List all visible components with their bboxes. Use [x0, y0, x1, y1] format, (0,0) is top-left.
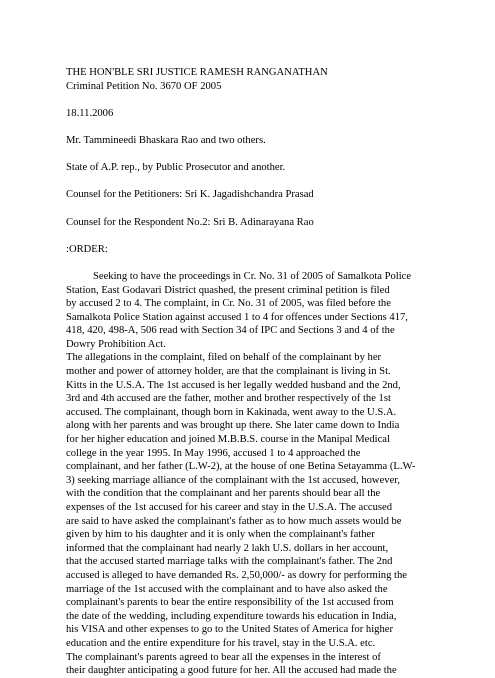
paragraph-line: mother and power of attorney holder, are that the complainant is living in St. — [66, 366, 391, 378]
paragraph-line: by accused 2 to 4. The complaint, in Cr. No. 31 of 2005, was filed before the — [66, 298, 391, 310]
paragraph-line: 3rd and 4th accused are the father, mother and brother respectively of the 1st — [66, 393, 391, 405]
spacer — [66, 175, 466, 189]
paragraph-line: Seeking to have the proceedings in Cr. No. 31 of 2005 of Samalkota Police — [93, 270, 412, 282]
spacer — [66, 256, 466, 270]
paragraph-line: Station, East Godavari District quashed, the present criminal petition is filed — [66, 284, 390, 296]
spacer — [66, 202, 466, 216]
paragraph-line: given by him to his daughter and it is only when the complainant's father — [66, 529, 375, 541]
case-number: Criminal Petition No. 3670 OF 2005 — [66, 80, 222, 92]
paragraph-line: his VISA and other expenses to go to the United States of America for higher — [66, 624, 393, 636]
paragraph-line: complainant's parents to bear the entire responsibility of the 1st accused from — [66, 597, 394, 609]
paragraph-line: The allegations in the complaint, filed on behalf of the complainant by her — [66, 352, 382, 364]
paragraph-2 — [66, 351, 466, 650]
paragraph-line: that the accused started marriage talks with the complainant's father. The 2nd — [66, 556, 393, 568]
paragraph-line: college in the year 1995. In May 1996, accused 1 to 4 approached the — [66, 447, 361, 459]
paragraph-line: their daughter anticipating a good future for her. All the accused had made the — [66, 665, 397, 677]
paragraph-line: along with her parents and was brought up there. She later came down to India — [66, 420, 400, 432]
paragraph-line: for her higher education and joined M.B.B.S. course in the Manipal Medical — [66, 434, 390, 446]
paragraph-line: are said to have asked the complainant's father as to how much assets would be — [66, 515, 402, 527]
paragraph-line: expenses of the 1st accused for his career and stay in the U.S.A. The accused — [66, 502, 393, 513]
paragraph-line: 418, 420, 498-A, 506 read with Section 34 of IPC and Sections 3 and 4 of the — [66, 325, 395, 337]
paragraph-line: accused is alleged to have demanded Rs. 2,50,000/- as dowry for performing the — [66, 569, 407, 581]
order-heading: :ORDER: — [66, 243, 108, 255]
respondent-party: State of A.P. rep., by Public Prosecutor and another. — [66, 162, 286, 174]
paragraph-line: accused. The complainant, though born in Kakinada, went away to the U.S.A. — [66, 406, 397, 418]
paragraph-line: Kitts in the U.S.A. The 1st accused is her legally wedded husband and the 2nd, — [66, 379, 401, 391]
order-date: 18.11.2006 — [66, 107, 114, 119]
paragraph-line: education and the entire expenditure for his travel, stay in the U.S.A. etc. — [66, 637, 376, 649]
spacer — [66, 120, 466, 134]
paragraph-line: with the condition that the complainant and her parents should bear all the — [66, 488, 381, 500]
petitioner-party: Mr. Tammineedi Bhaskara Rao and two others. — [66, 134, 266, 146]
paragraph-line: complainant, and her father (L.W-2), at the house of one Betina Setayamma (L.W- — [66, 461, 416, 473]
petitioner-counsel: Counsel for the Petitioners: Sri K. Jagadishchandra Prasad — [66, 189, 314, 201]
paragraph-3 — [66, 651, 466, 678]
spacer — [66, 229, 466, 243]
spacer — [66, 93, 466, 107]
paragraph-line: marriage of the 1st accused with the complainant and to have also asked the — [66, 583, 388, 595]
document-body — [66, 66, 466, 678]
paragraph-1 — [66, 270, 466, 352]
paragraph-line: 3) seeking marriage alliance of the complainant with the 1st accused, however, — [66, 474, 401, 486]
paragraph-line: the date of the wedding, including expenditure towards his education in India, — [66, 610, 397, 622]
paragraph-line: Samalkota Police Station against accused 1 to 4 for offences under Sections 417, — [66, 311, 408, 323]
judge-title: THE HON'BLE SRI JUSTICE RAMESH RANGANATHAN — [66, 67, 328, 78]
paragraph-line: Dowry Prohibition Act. — [66, 338, 166, 350]
paragraph-line: The complainant's parents agreed to bear all the expenses in the interest of — [66, 651, 381, 663]
spacer — [66, 148, 466, 162]
paragraph-line: informed that the complainant had nearly 2 lakh U.S. dollars in her account, — [66, 542, 389, 554]
respondent-counsel: Counsel for the Respondent No.2: Sri B. Adinarayana Rao — [66, 216, 314, 228]
